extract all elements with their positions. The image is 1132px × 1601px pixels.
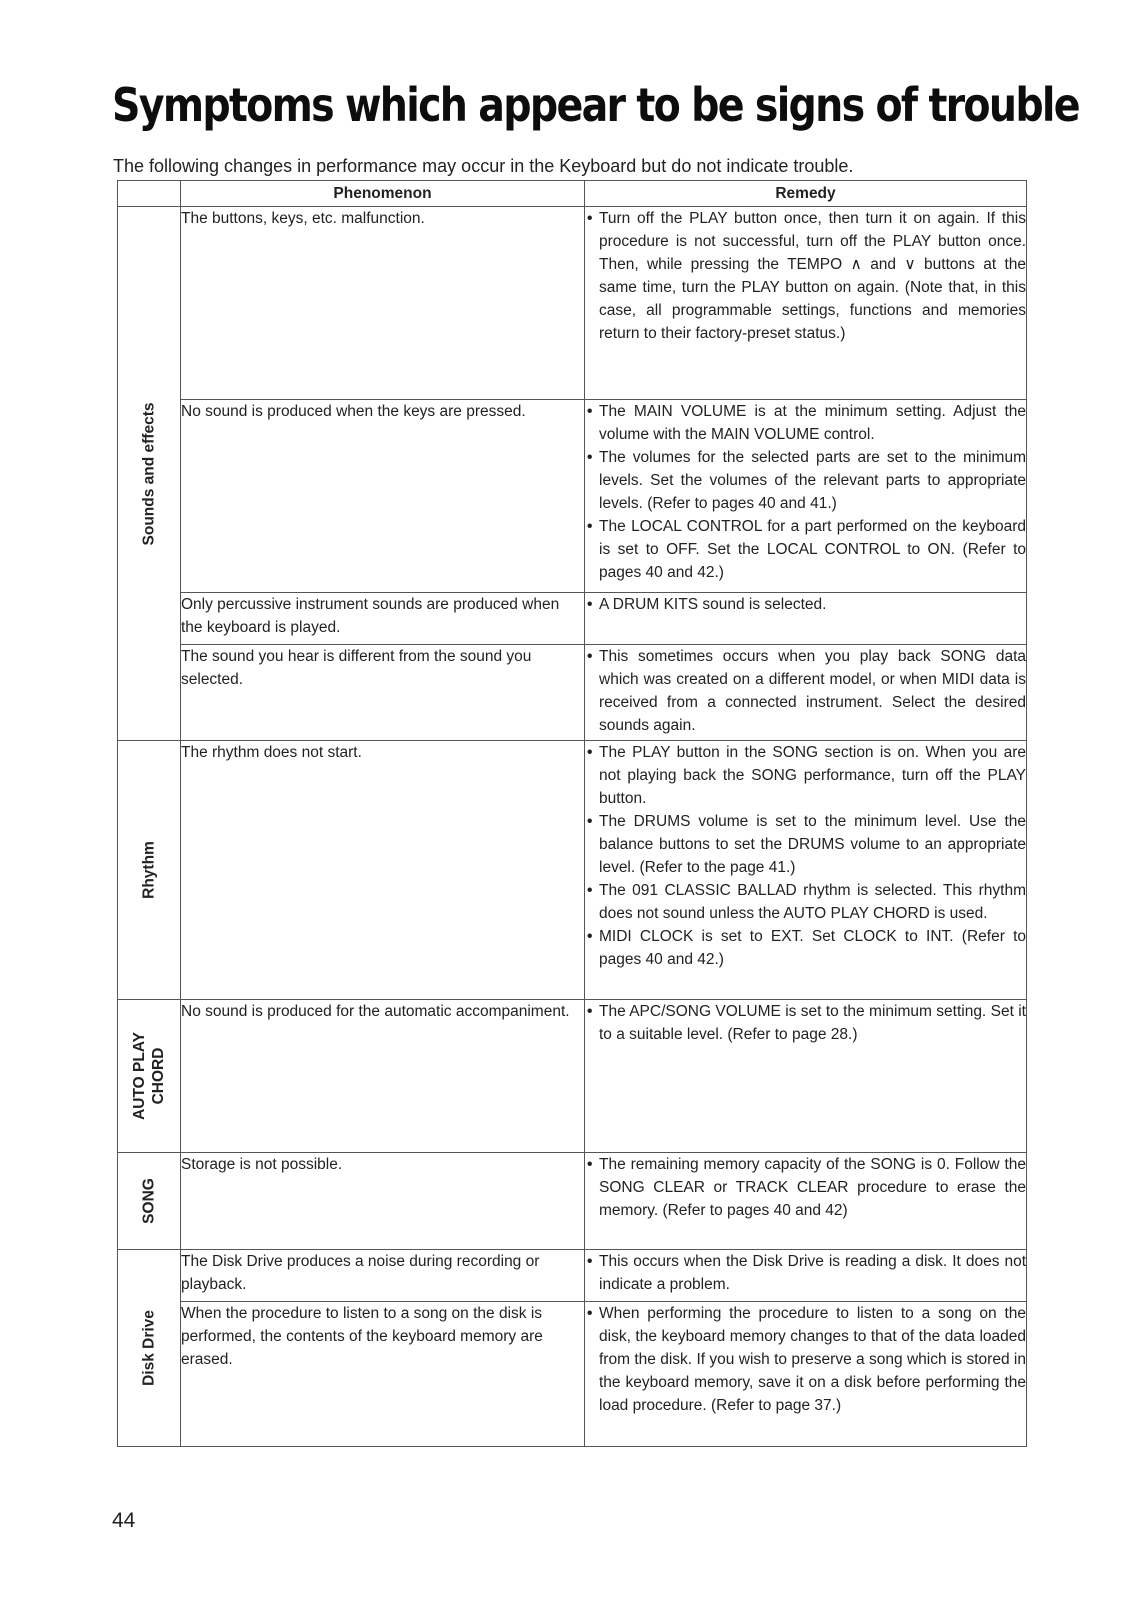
phenomenon-cell: Only percussive instrument sounds are produced when the keyboard is played. <box>181 593 585 645</box>
bullet-icon: • <box>587 1253 593 1270</box>
header-remedy: Remedy <box>585 181 1027 207</box>
bullet-icon: • <box>587 1156 593 1173</box>
category-label: Rhythm <box>140 841 158 899</box>
table-row <box>118 207 1027 400</box>
remedy-item: • The volumes for the selected parts are set to the minimum levels. Set the volumes of the relevant parts to appropriate levels. (Refer to pages 40 and 41.) <box>585 446 1026 515</box>
category-sounds-and-effects <box>118 207 181 741</box>
table-row <box>118 400 1027 593</box>
phenomenon-cell: Storage is not possible. <box>181 1153 585 1250</box>
remedy-cell <box>585 593 1027 645</box>
table-row <box>118 593 1027 645</box>
remedy-item: • The PLAY button in the SONG section is on. When you are not playing back the SONG performance, turn off the PLAY button. <box>585 741 1026 810</box>
category-label: Sounds and effects <box>140 402 158 545</box>
bullet-icon: • <box>587 928 593 945</box>
phenomenon-cell: No sound is produced when the keys are pressed. <box>181 400 585 593</box>
bullet-icon: • <box>587 813 593 830</box>
phenomenon-cell: The buttons, keys, etc. malfunction. <box>181 207 585 400</box>
remedy-cell <box>585 741 1027 1000</box>
remedy-cell <box>585 1153 1027 1250</box>
bullet-icon: • <box>587 1003 593 1020</box>
table-header-row <box>118 181 1027 207</box>
remedy-item: • Turn off the PLAY button once, then turn it on again. If this procedure is not successful, turn off the PLAY button once. Then, while pressing the TEMPO ∧ and ∨ buttons at the same time, turn the PLAY button on again. (Note that, in this case, all programmable settings, functions and memories return to their factory-preset status.) <box>585 207 1026 345</box>
table-row <box>118 1153 1027 1250</box>
category-auto-play-chord <box>118 1000 181 1153</box>
trouble-table <box>117 180 1027 1447</box>
page-title: Symptoms which appear to be signs of trouble <box>112 78 1079 132</box>
bullet-icon: • <box>587 744 593 761</box>
bullet-icon: • <box>587 1305 593 1322</box>
phenomenon-cell: The rhythm does not start. <box>181 741 585 1000</box>
remedy-item: • MIDI CLOCK is set to EXT. Set CLOCK to INT. (Refer to pages 40 and 42.) <box>585 925 1026 971</box>
bullet-icon: • <box>587 210 593 227</box>
header-blank <box>118 181 181 207</box>
category-song <box>118 1153 181 1250</box>
bullet-icon: • <box>587 403 593 420</box>
bullet-icon: • <box>587 648 593 665</box>
bullet-icon: • <box>587 449 593 466</box>
phenomenon-cell: The Disk Drive produces a noise during recording or playback. <box>181 1250 585 1302</box>
bullet-icon: • <box>587 518 593 535</box>
page-number: 44 <box>112 1509 136 1532</box>
category-label: SONG <box>140 1178 158 1224</box>
table-row <box>118 1000 1027 1153</box>
table-row <box>118 1302 1027 1447</box>
remedy-item: • The 091 CLASSIC BALLAD rhythm is selected. This rhythm does not sound unless the AUTO PLAY CHORD is used. <box>585 879 1026 925</box>
phenomenon-cell: The sound you hear is different from the sound you selected. <box>181 645 585 741</box>
remedy-cell <box>585 645 1027 741</box>
remedy-cell <box>585 400 1027 593</box>
category-label: Disk Drive <box>140 1310 158 1386</box>
remedy-item: • The APC/SONG VOLUME is set to the minimum setting. Set it to a suitable level. (Refer to page 28.) <box>585 1000 1026 1046</box>
remedy-cell <box>585 1250 1027 1302</box>
table-row <box>118 741 1027 1000</box>
remedy-item: • When performing the procedure to listen to a song on the disk, the keyboard memory changes to that of the data loaded from the disk. If you wish to preserve a song which is stored in the keyboard memory, save it on a disk before performing the load procedure. (Refer to page 37.) <box>585 1302 1026 1417</box>
category-rhythm <box>118 741 181 1000</box>
intro-text: The following changes in performance may occur in the Keyboard but do not indicate trouble. <box>113 156 854 176</box>
phenomenon-cell: No sound is produced for the automatic accompaniment. <box>181 1000 585 1153</box>
remedy-item: • A DRUM KITS sound is selected. <box>585 593 1026 616</box>
remedy-item: • The MAIN VOLUME is at the minimum setting. Adjust the volume with the MAIN VOLUME control. <box>585 400 1026 446</box>
remedy-cell <box>585 1302 1027 1447</box>
bullet-icon: • <box>587 596 593 613</box>
header-phenomenon: Phenomenon <box>181 181 585 207</box>
remedy-item: • The remaining memory capacity of the SONG is 0. Follow the SONG CLEAR or TRACK CLEAR procedure to erase the memory. (Refer to pages 40 and 42) <box>585 1153 1026 1222</box>
phenomenon-cell: When the procedure to listen to a song on the disk is performed, the contents of the keyboard memory are erased. <box>181 1302 585 1447</box>
category-label: AUTO PLAY CHORD <box>131 1032 167 1120</box>
table-row <box>118 645 1027 741</box>
bullet-icon: • <box>587 882 593 899</box>
remedy-cell <box>585 207 1027 400</box>
remedy-item: • The DRUMS volume is set to the minimum level. Use the balance buttons to set the DRUMS volume to an appropriate level. (Refer to the page 41.) <box>585 810 1026 879</box>
table-row <box>118 1250 1027 1302</box>
category-disk-drive <box>118 1250 181 1447</box>
remedy-item: • This occurs when the Disk Drive is reading a disk. It does not indicate a problem. <box>585 1250 1026 1296</box>
remedy-item: • The LOCAL CONTROL for a part performed on the keyboard is set to OFF. Set the LOCAL CONTROL to ON. (Refer to pages 40 and 42.) <box>585 515 1026 584</box>
remedy-cell <box>585 1000 1027 1153</box>
remedy-item: • This sometimes occurs when you play back SONG data which was created on a different model, or when MIDI data is received from a connected instrument. Select the desired sounds again. <box>585 645 1026 737</box>
